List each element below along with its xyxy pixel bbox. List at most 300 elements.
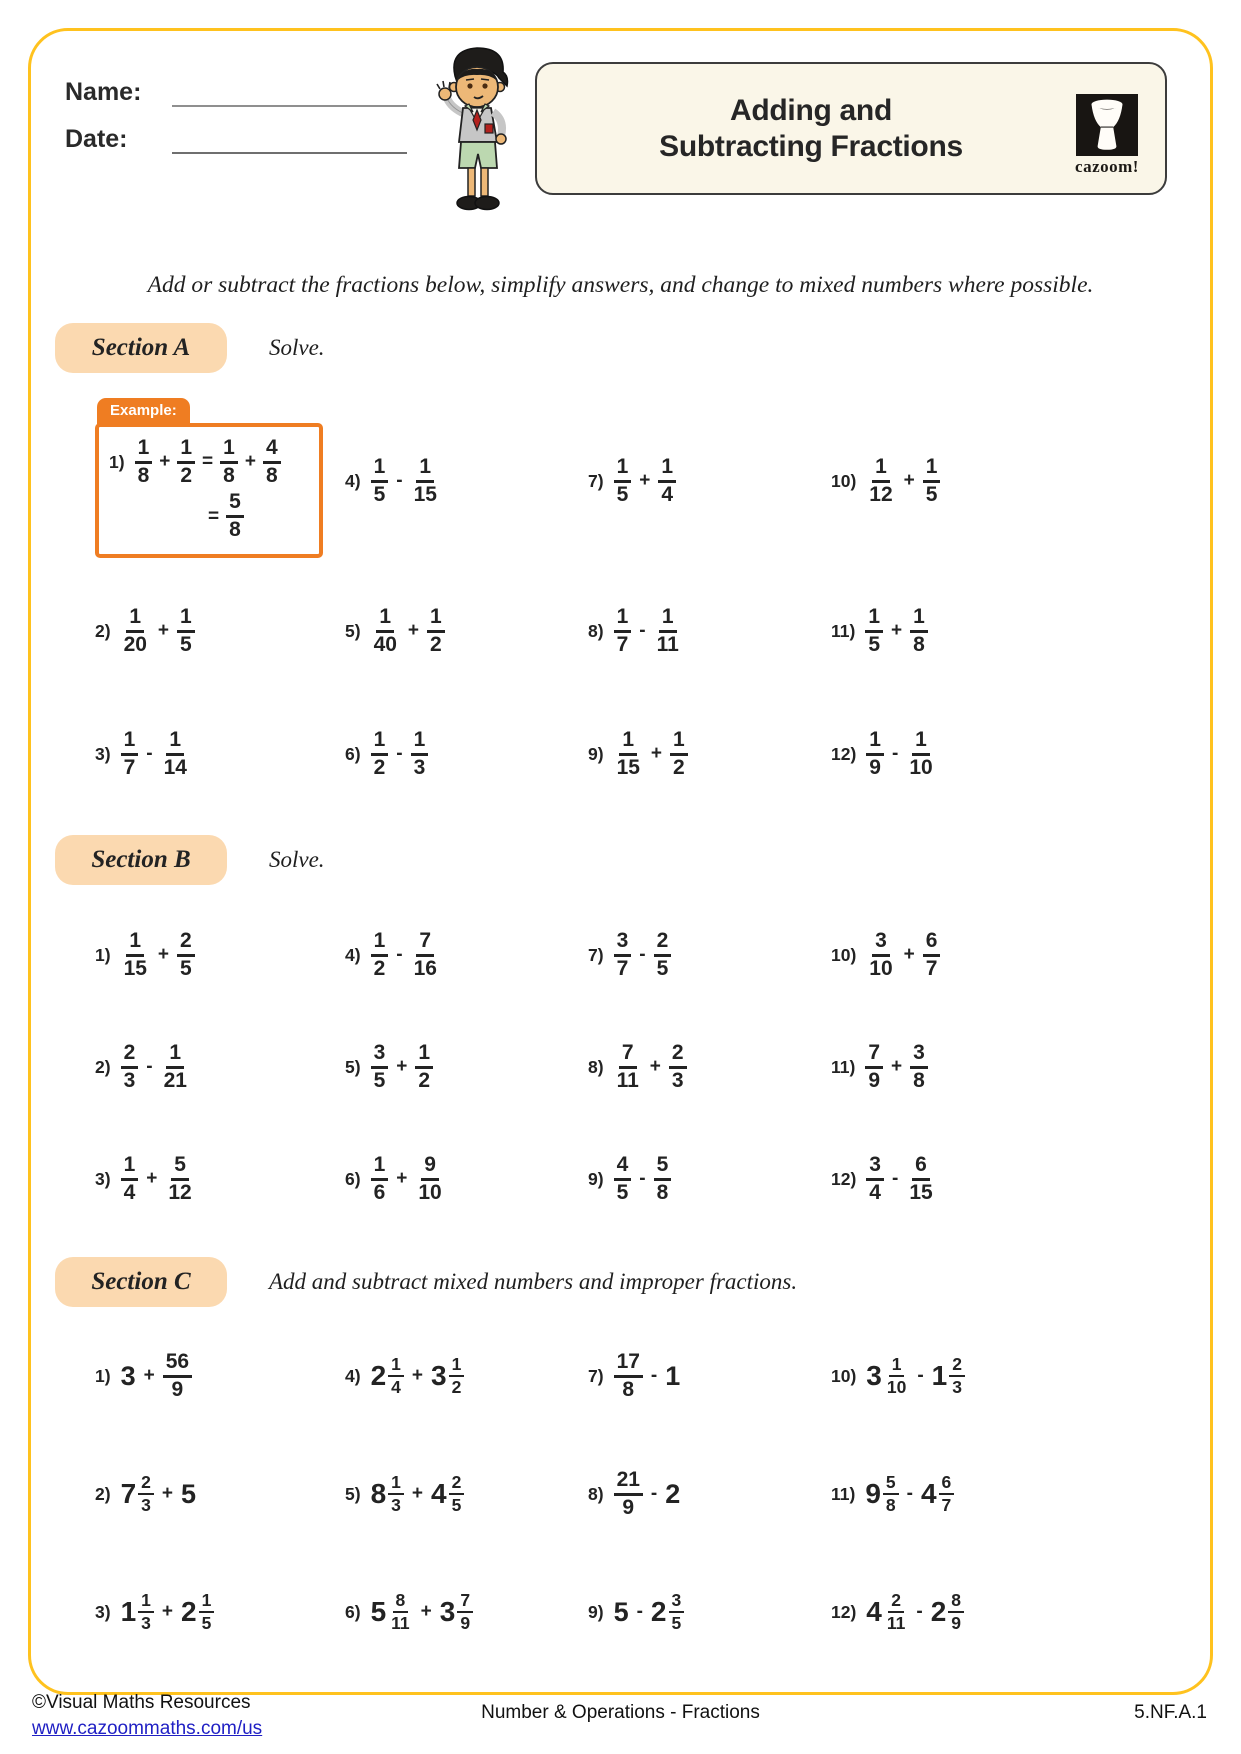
numerator: 1 <box>415 1042 433 1069</box>
problem <box>95 1042 345 1092</box>
mixed-number <box>651 1591 684 1633</box>
whole-number: 3 <box>430 1360 447 1391</box>
problem <box>588 1591 831 1633</box>
problem-label: 1) <box>95 1365 111 1386</box>
problem-label: 3) <box>95 1168 111 1189</box>
fraction <box>411 930 440 980</box>
operator: + <box>146 1168 158 1189</box>
fraction <box>449 1355 465 1397</box>
problem-label: 11) <box>831 620 856 641</box>
section-a-problems <box>95 395 1125 813</box>
numerator: 1 <box>619 729 637 756</box>
section-a-header <box>55 323 1241 373</box>
denominator: 8 <box>885 1495 896 1515</box>
numerator: 3 <box>910 1042 928 1069</box>
problem <box>831 1154 1125 1204</box>
problem-label: 1) <box>109 451 125 472</box>
denominator: 11 <box>391 1613 410 1633</box>
numerator: 1 <box>659 606 677 633</box>
page-title <box>559 93 1063 165</box>
denominator: 4 <box>661 482 674 506</box>
problem-label: 4) <box>345 470 361 491</box>
numerator: 2 <box>654 930 672 957</box>
numerator: 1 <box>912 729 930 756</box>
whole-number: 1 <box>931 1360 948 1391</box>
denominator: 5 <box>373 1068 386 1092</box>
fraction <box>263 437 281 487</box>
date-input-line <box>172 128 407 154</box>
whole-number: 2 <box>370 1360 387 1391</box>
operator: + <box>157 620 170 641</box>
numerator: 1 <box>177 437 195 464</box>
expression <box>614 1351 681 1401</box>
expression <box>866 1355 965 1397</box>
problem-label: 6) <box>345 1168 361 1189</box>
worksheet-instruction: Add or subtract the fractions below, simplify answers, and change to mixed numbers where possible. <box>147 272 1094 298</box>
problem <box>345 930 588 980</box>
expression <box>207 491 244 541</box>
section-b-pill: Section B <box>55 835 227 885</box>
problem <box>95 930 345 980</box>
fraction <box>226 491 244 541</box>
whole-number: 3 <box>439 1596 456 1627</box>
denominator: 9 <box>171 1377 184 1401</box>
page-title-line1: Adding and <box>730 93 892 127</box>
problem <box>345 729 588 779</box>
fraction <box>177 437 195 487</box>
operator: = <box>208 505 220 527</box>
denominator: 7 <box>616 956 629 980</box>
numerator: 1 <box>166 729 184 756</box>
name-field-row <box>65 78 407 107</box>
mixed-number <box>371 1591 413 1633</box>
operator: - <box>917 1365 924 1386</box>
problem <box>345 1154 588 1204</box>
numerator: 4 <box>263 437 281 464</box>
numerator: 5 <box>883 1473 899 1495</box>
problem-label: 8) <box>588 620 604 641</box>
expression <box>614 1042 687 1092</box>
expression <box>371 456 440 506</box>
numerator: 9 <box>421 1154 439 1181</box>
whole-number: 2 <box>180 1596 197 1627</box>
header <box>0 30 1241 242</box>
problem-label: 2) <box>95 620 111 641</box>
numerator: 1 <box>376 606 394 633</box>
whole-number: 4 <box>920 1478 937 1509</box>
expression <box>121 1154 195 1204</box>
expression <box>121 1042 190 1092</box>
fraction <box>388 1473 404 1515</box>
fraction <box>865 1042 883 1092</box>
denominator: 3 <box>141 1613 151 1633</box>
denominator: 3 <box>141 1495 151 1515</box>
numerator: 1 <box>371 456 389 483</box>
fraction <box>949 1355 965 1397</box>
problem <box>345 606 588 656</box>
problem-label: 1) <box>95 944 111 965</box>
numerator: 2 <box>138 1473 154 1495</box>
problem <box>95 1591 345 1633</box>
denominator: 9 <box>622 1495 635 1519</box>
problem <box>588 606 831 656</box>
problem-label: 10) <box>831 1365 857 1386</box>
numerator: 2 <box>121 1042 139 1069</box>
whole-number: 3 <box>120 1360 136 1391</box>
whole-number: 7 <box>120 1478 137 1509</box>
fraction <box>910 1042 928 1092</box>
problem <box>831 1473 1125 1515</box>
numerator: 1 <box>411 729 429 756</box>
problem <box>831 930 1125 980</box>
operator: + <box>159 451 171 473</box>
section-c <box>0 1257 1241 1671</box>
numerator: 1 <box>427 606 445 633</box>
numerator: 6 <box>923 930 941 957</box>
problem-label: 9) <box>588 1601 604 1622</box>
problem-label: 7) <box>588 944 604 965</box>
mixed-number <box>431 1473 464 1515</box>
footer-standard: 5.NF.A.1 <box>1134 1702 1207 1723</box>
numerator: 1 <box>866 729 884 756</box>
problem-label: 9) <box>588 743 604 764</box>
fraction <box>865 606 883 656</box>
numerator: 6 <box>912 1154 930 1181</box>
denominator: 3 <box>391 1495 401 1515</box>
section-b-instruction: Solve. <box>269 847 325 872</box>
fraction <box>654 1154 672 1204</box>
whole-number: 2 <box>650 1596 667 1627</box>
whole-number: 5 <box>370 1596 387 1627</box>
problem <box>831 729 1125 779</box>
numerator: 3 <box>866 1154 884 1181</box>
numerator: 1 <box>166 1042 184 1069</box>
operator: + <box>891 1056 903 1077</box>
numerator: 21 <box>614 1469 643 1496</box>
numerator: 3 <box>872 930 890 957</box>
denominator: 9 <box>460 1613 471 1633</box>
numerator: 1 <box>388 1473 404 1495</box>
numerator: 1 <box>121 1154 139 1181</box>
numerator: 1 <box>220 437 238 464</box>
operator: - <box>916 1601 923 1622</box>
numerator: 2 <box>669 1042 687 1069</box>
problem-label: 4) <box>345 944 361 965</box>
denominator: 15 <box>909 1180 933 1204</box>
operator: - <box>146 743 153 764</box>
fraction <box>135 437 153 487</box>
operator: + <box>411 1365 423 1386</box>
fraction <box>371 606 400 656</box>
fraction <box>121 1042 139 1092</box>
denominator: 5 <box>451 1495 462 1515</box>
operator: - <box>891 1168 899 1189</box>
problem-label: 12) <box>831 1601 857 1622</box>
problem <box>831 1355 1125 1397</box>
problem-label: 6) <box>345 1601 361 1622</box>
problem <box>831 606 1125 656</box>
denominator: 5 <box>616 1180 629 1204</box>
fraction <box>866 930 895 980</box>
denominator: 4 <box>869 1180 881 1204</box>
operator: - <box>636 1601 643 1622</box>
numerator: 1 <box>126 606 144 633</box>
operator: - <box>891 743 899 764</box>
mixed-number <box>371 1355 404 1397</box>
mixed-number <box>932 1355 965 1397</box>
problem-label: 10) <box>831 944 857 965</box>
denominator: 15 <box>413 482 437 506</box>
problem <box>588 930 831 980</box>
fraction <box>411 456 440 506</box>
whole-number: 2 <box>665 1478 681 1509</box>
fraction <box>654 606 682 656</box>
problem <box>588 1351 831 1401</box>
fraction <box>177 930 195 980</box>
example-box <box>95 397 345 558</box>
expression <box>121 1591 215 1633</box>
fraction <box>948 1591 964 1633</box>
name-input-line <box>172 81 407 107</box>
denominator: 10 <box>886 1377 907 1397</box>
denominator: 40 <box>373 632 397 656</box>
problem-label: 12) <box>831 1168 857 1189</box>
numerator: 1 <box>121 729 139 756</box>
fraction <box>614 729 643 779</box>
fraction <box>884 1591 909 1633</box>
problem <box>95 1351 345 1401</box>
expression <box>371 1591 474 1633</box>
denominator: 2 <box>673 755 685 779</box>
operator: - <box>650 1365 658 1386</box>
footer <box>0 1688 1241 1754</box>
fraction <box>670 729 688 779</box>
operator: - <box>396 743 403 764</box>
expression <box>866 930 940 980</box>
numerator: 5 <box>171 1154 189 1181</box>
problem-label: 12) <box>831 743 857 764</box>
operator: + <box>407 620 420 641</box>
denominator: 12 <box>869 482 893 506</box>
denominator: 16 <box>413 956 437 980</box>
denominator: 8 <box>229 518 241 542</box>
numerator: 8 <box>948 1591 964 1613</box>
denominator: 12 <box>168 1180 192 1204</box>
numerator: 6 <box>939 1473 955 1495</box>
fraction <box>138 1473 154 1515</box>
fraction <box>906 729 935 779</box>
fraction <box>669 1042 687 1092</box>
expression <box>614 606 682 656</box>
fraction <box>449 1473 465 1515</box>
fraction <box>658 456 676 506</box>
example-line-1 <box>109 437 311 487</box>
section-c-problems <box>95 1317 1125 1671</box>
expression <box>614 456 676 506</box>
example-line-2 <box>109 491 311 541</box>
fraction <box>906 1154 935 1204</box>
fraction <box>388 1591 413 1633</box>
expression <box>866 1154 935 1204</box>
problem-label: 2) <box>95 1483 111 1504</box>
whole-number: 2 <box>930 1596 947 1627</box>
denominator: 11 <box>656 632 679 656</box>
numerator: 1 <box>614 606 632 633</box>
operator: - <box>396 944 403 965</box>
problem-label: 7) <box>588 1365 604 1386</box>
numerator: 1 <box>371 729 389 756</box>
mixed-number <box>121 1473 154 1515</box>
denominator: 8 <box>223 463 235 487</box>
expression <box>865 1473 954 1515</box>
expression <box>614 729 688 779</box>
fraction <box>614 1042 642 1092</box>
footer-link[interactable]: www.cazoommaths.com/us <box>32 1717 263 1739</box>
expression <box>371 1473 465 1515</box>
fraction <box>866 729 884 779</box>
operator: + <box>143 1365 155 1386</box>
problem-label: 4) <box>345 1365 361 1386</box>
whole-number: 5 <box>180 1478 197 1509</box>
numerator: 17 <box>614 1351 643 1378</box>
expression <box>121 1473 196 1515</box>
problem <box>95 1473 345 1515</box>
problem <box>95 606 345 656</box>
denominator: 8 <box>913 632 925 656</box>
whole-number: 3 <box>866 1360 882 1391</box>
section-b <box>0 835 1241 1235</box>
example-body <box>95 423 323 558</box>
fraction <box>614 1351 643 1401</box>
mixed-number <box>440 1591 473 1633</box>
expression <box>121 1351 193 1401</box>
mixed-number <box>371 1473 404 1515</box>
expression <box>121 606 195 656</box>
fraction <box>669 1591 685 1633</box>
expression <box>865 606 927 656</box>
fraction <box>883 1473 899 1515</box>
problem-label: 10) <box>831 470 857 491</box>
numerator: 1 <box>199 1591 215 1613</box>
operator: + <box>396 1056 408 1077</box>
fraction <box>388 1355 404 1397</box>
fraction <box>161 1042 190 1092</box>
problem <box>95 1154 345 1204</box>
example-tab: Example: <box>97 398 190 424</box>
fraction <box>884 1355 909 1397</box>
problem-label: 11) <box>831 1483 856 1504</box>
operator: + <box>420 1601 432 1622</box>
numerator: 1 <box>416 456 434 483</box>
section-c-pill: Section C <box>55 1257 227 1307</box>
operator: - <box>650 1483 658 1504</box>
date-label: Date: <box>65 125 128 153</box>
expression <box>866 456 940 506</box>
expression <box>121 729 190 779</box>
numerator: 1 <box>865 606 883 633</box>
numerator: 7 <box>619 1042 637 1069</box>
operator: - <box>906 1483 913 1504</box>
denominator: 5 <box>616 482 629 506</box>
mixed-number <box>431 1355 464 1397</box>
numerator: 1 <box>388 1355 404 1377</box>
problem <box>345 1473 588 1515</box>
numerator: 4 <box>614 1154 632 1181</box>
problem <box>345 456 588 506</box>
expression <box>614 1591 685 1633</box>
whole-number: 1 <box>120 1596 137 1627</box>
problem <box>345 1355 588 1397</box>
operator: + <box>157 944 170 965</box>
footer-topic: Number & Operations - Fractions <box>481 1702 760 1723</box>
denominator: 5 <box>201 1613 212 1633</box>
operator: = <box>202 451 214 473</box>
fraction <box>614 456 632 506</box>
expression <box>371 1154 445 1204</box>
fraction <box>614 1469 643 1519</box>
denominator: 5 <box>868 632 881 656</box>
numerator: 1 <box>126 930 144 957</box>
numerator: 1 <box>371 930 389 957</box>
whole-number: 5 <box>613 1596 629 1627</box>
operator: + <box>161 1483 173 1504</box>
fraction <box>614 606 632 656</box>
problem-label: 8) <box>588 1483 604 1504</box>
denominator: 9 <box>869 755 881 779</box>
numerator: 2 <box>888 1591 904 1613</box>
fraction <box>371 1042 389 1092</box>
expression <box>135 437 281 487</box>
operator: + <box>161 1601 173 1622</box>
fraction <box>415 1154 444 1204</box>
problem-label: 6) <box>345 743 361 764</box>
numerator: 1 <box>371 1154 389 1181</box>
denominator: 14 <box>163 755 187 779</box>
denominator: 10 <box>869 956 893 980</box>
mixed-number <box>866 1355 909 1397</box>
numerator: 1 <box>138 1591 154 1613</box>
section-a-pill: Section A <box>55 323 227 373</box>
fraction <box>457 1591 473 1633</box>
problem <box>588 729 831 779</box>
fraction <box>121 930 150 980</box>
denominator: 5 <box>373 482 386 506</box>
cazoom-logo <box>1063 94 1151 177</box>
denominator: 10 <box>909 755 933 779</box>
fraction <box>923 930 941 980</box>
problem-label: 5) <box>345 1483 361 1504</box>
problem <box>345 1591 588 1633</box>
operator: + <box>244 451 256 473</box>
denominator: 15 <box>123 956 147 980</box>
numerator: 2 <box>449 1473 465 1495</box>
numerator: 1 <box>135 437 153 464</box>
expression <box>371 1355 465 1397</box>
denominator: 9 <box>951 1613 962 1633</box>
numerator: 1 <box>670 729 688 756</box>
problem <box>345 1042 588 1092</box>
numerator: 1 <box>177 606 195 633</box>
fraction <box>371 1154 389 1204</box>
fraction <box>121 1154 139 1204</box>
section-b-header <box>55 835 1241 885</box>
fraction <box>371 930 389 980</box>
section-c-instruction: Add and subtract mixed numbers and improper fractions. <box>269 1269 798 1294</box>
problem-label: 5) <box>345 620 361 641</box>
cartoon-boy-image <box>425 42 529 220</box>
expression <box>865 1042 927 1092</box>
denominator: 3 <box>671 1068 684 1092</box>
